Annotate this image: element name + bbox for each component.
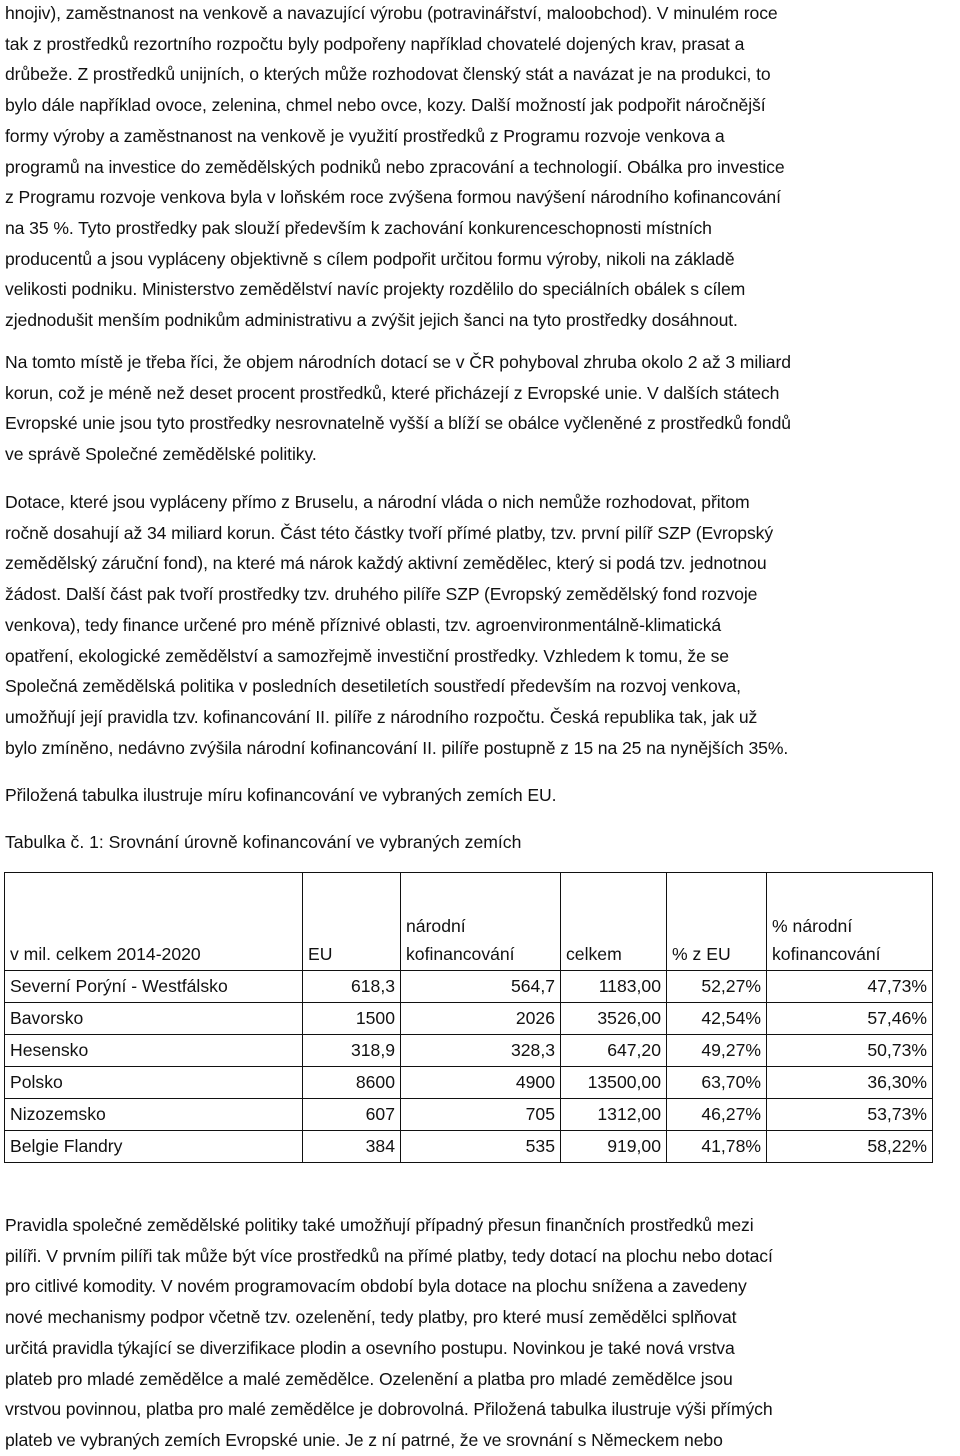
- table-cell: 36,30%: [767, 1067, 933, 1099]
- column-header: % z EU: [667, 873, 767, 971]
- table-cell: 42,54%: [667, 1003, 767, 1035]
- table-cell: 618,3: [303, 971, 401, 1003]
- table-cell: 4900: [401, 1067, 561, 1099]
- text-line: nové mechanismy podpor včetně tzv. ozelenění, tedy platby, pro které musí zemědělci splňovat: [5, 1307, 737, 1328]
- table-cell: 41,78%: [667, 1131, 767, 1163]
- table-cell: 318,9: [303, 1035, 401, 1067]
- table-cell: 1183,00: [561, 971, 667, 1003]
- column-header: % národní kofinancování: [767, 873, 933, 971]
- table-cell: 47,73%: [767, 971, 933, 1003]
- text-line: velikosti podniku. Ministerstvo zemědělství navíc projekty rozdělilo do speciálních obálek s cílem: [5, 279, 746, 300]
- text-line: opatření, ekologické zemědělství a samozřejmě investiční prostředky. Vzhledem k tomu, že se: [5, 645, 729, 666]
- table-cell-region: Bavorsko: [5, 1003, 303, 1035]
- table-cell: 53,73%: [767, 1099, 933, 1131]
- table-row: [5, 1035, 933, 1067]
- table-row: [5, 1131, 933, 1163]
- text-line: programů na investice do zemědělských podniků nebo zpracování a technologií. Obálka pro investice: [5, 156, 785, 177]
- table-cell: 564,7: [401, 971, 561, 1003]
- text-line: ročně dosahují až 34 miliard korun. Část této částky tvoří přímé platby, tzv. první pilíř SZP (Evropský: [5, 522, 774, 543]
- table-cell-region: Nizozemsko: [5, 1099, 303, 1131]
- text-line: vrstvou povinnou, platba pro malé zemědělce je dobrovolná. Přiložená tabulka ilustruje výši přímých: [5, 1399, 773, 1420]
- table-cell: 50,73%: [767, 1035, 933, 1067]
- text-line: žádost. Další část pak tvoří prostředky tzv. druhého pilíře SZP (Evropský zemědělský fond rozvoje: [5, 584, 758, 605]
- table-row: [5, 971, 933, 1003]
- text-line: venkova), tedy finance určené pro méně příznivé oblasti, tzv. agroenvironmentálně-klimatická: [5, 614, 722, 635]
- text-line: pro citlivé komodity. V novém programovacím období byla dotace na plochu snížena a zavedeny: [5, 1276, 747, 1297]
- table-row: [5, 1067, 933, 1099]
- text-line: Dotace, které jsou vypláceny přímo z Bruselu, a národní vláda o nich nemůže rozhodovat, přitom: [5, 492, 750, 512]
- text-line: Na tomto místě je třeba říci, že objem národních dotací se v ČR pohyboval zhruba okolo 2 až 3 miliard: [5, 352, 791, 372]
- text-line: korun, což je méně než deset procent prostředků, které přicházejí z Evropské unie. V dalších státech: [5, 382, 780, 403]
- table-header-row: [5, 873, 933, 971]
- table-cell: 919,00: [561, 1131, 667, 1163]
- paragraph-5: [5, 1210, 960, 1456]
- table-cell: 52,27%: [667, 971, 767, 1003]
- table-cell: 46,27%: [667, 1099, 767, 1131]
- paragraph-2: [5, 347, 960, 470]
- text-line: Společná zemědělská politika v posledních desetiletích soustředí především na rozvoj venkova,: [5, 676, 741, 697]
- text-line: tak z prostředků rezortního rozpočtu byly podpořeny například chovatelé dojených krav, prasat a: [5, 33, 745, 54]
- table-cell: 384: [303, 1131, 401, 1163]
- table-cell: 607: [303, 1099, 401, 1131]
- table-cell: 63,70%: [667, 1067, 767, 1099]
- text-line: Evropské unie jsou tyto prostředky nesrovnatelně vyšší a blíží se obálce vyčleněné z prostředků fondů: [5, 413, 791, 434]
- text-line: drůbeže. Z prostředků unijních, o kterých může rozhodovat členský stát a navázat je na produkci, to: [5, 64, 771, 85]
- table-caption: Tabulka č. 1: Srovnání úrovně kofinancování ve vybraných zemích: [5, 832, 522, 852]
- text-line: zjednodušit menším podnikům administrativu a zvýšit jejich šanci na tyto prostředky dosáhnout.: [5, 310, 738, 331]
- table-cell: 49,27%: [667, 1035, 767, 1067]
- paragraph-1: [5, 0, 960, 336]
- text-line: z Programu rozvoje venkova byla v loňském roce zvýšena formou navýšení národního kofinancování: [5, 187, 781, 208]
- column-header: národní kofinancování: [401, 873, 561, 971]
- text-line: bylo zmíněno, nedávno zvýšila národní kofinancování II. pilíře postupně z 15 na 25 na nynějších 35%.: [5, 737, 789, 758]
- column-header: v mil. celkem 2014-2020: [5, 873, 303, 971]
- table-cell-region: Belgie Flandry: [5, 1131, 303, 1163]
- text-line: Přiložená tabulka ilustruje míru kofinancování ve vybraných zemích EU.: [5, 785, 557, 805]
- table-cell: 58,22%: [767, 1131, 933, 1163]
- table-cell: 2026: [401, 1003, 561, 1035]
- table-cell-region: Severní Porýní - Westfálsko: [5, 971, 303, 1003]
- text-line: Pravidla společné zemědělské politiky také umožňují případný přesun finančních prostředků mezi: [5, 1215, 754, 1235]
- text-line: bylo dále například ovoce, zelenina, chmel nebo ovce, kozy. Další možností jak podpořit náročnější: [5, 95, 766, 116]
- table-cell: 3526,00: [561, 1003, 667, 1035]
- table-cell: 535: [401, 1131, 561, 1163]
- table-cell: 1500: [303, 1003, 401, 1035]
- table-cell: 647,20: [561, 1035, 667, 1067]
- text-line: zemědělský záruční fond), na které má nárok každý aktivní zemědělec, který si podá tzv. jednotnou: [5, 553, 767, 574]
- text-line: na 35 %. Tyto prostředky pak slouží především k zachování konkurenceschopnosti místních: [5, 217, 712, 238]
- cofinancing-table: [4, 872, 933, 1163]
- text-line: producentů a jsou vypláceny objektivně s cílem podpořit určitou formu výroby, nikoli na základě: [5, 248, 735, 269]
- text-line: pilíři. V prvním pilíři tak může být více prostředků na přímé platby, tedy dotací na plochu nebo dotací: [5, 1245, 773, 1266]
- table-cell: 13500,00: [561, 1067, 667, 1099]
- text-line: ve správě Společné zemědělské politiky.: [5, 444, 317, 465]
- table-row: [5, 1003, 933, 1035]
- text-line: plateb ve vybraných zemích Evropské unie. Je z ní patrné, že ve srovnání s Německem nebo: [5, 1429, 723, 1450]
- text-line: umožňují její pravidla tzv. kofinancování II. pilíře z národního rozpočtu. Česká republika tak, jak už: [5, 706, 758, 727]
- table-cell: 57,46%: [767, 1003, 933, 1035]
- column-header: celkem: [561, 873, 667, 971]
- paragraph-3: [5, 487, 960, 763]
- table-cell-region: Hesensko: [5, 1035, 303, 1067]
- table-cell: 705: [401, 1099, 561, 1131]
- text-line: plateb pro mladé zemědělce a malé zemědělce. Ozelenění a platba pro mladé zemědělce jsou: [5, 1368, 733, 1389]
- text-line: hnojiv), zaměstnanost na venkově a navazující výrobu (potravinářství, maloobchod). V minulém roce: [5, 3, 778, 23]
- table-cell: 1312,00: [561, 1099, 667, 1131]
- column-header: EU: [303, 873, 401, 971]
- paragraph-4: [5, 780, 960, 811]
- text-line: určitá pravidla týkající se diverzifikace plodin a osevního postupu. Novinkou je také nová vrstva: [5, 1337, 735, 1358]
- table-row: [5, 1099, 933, 1131]
- text-line: formy výroby a zaměstnanost na venkově je využití prostředků z Programu rozvoje venkova a: [5, 125, 725, 146]
- table-cell: 328,3: [401, 1035, 561, 1067]
- table-cell: 8600: [303, 1067, 401, 1099]
- table-cell-region: Polsko: [5, 1067, 303, 1099]
